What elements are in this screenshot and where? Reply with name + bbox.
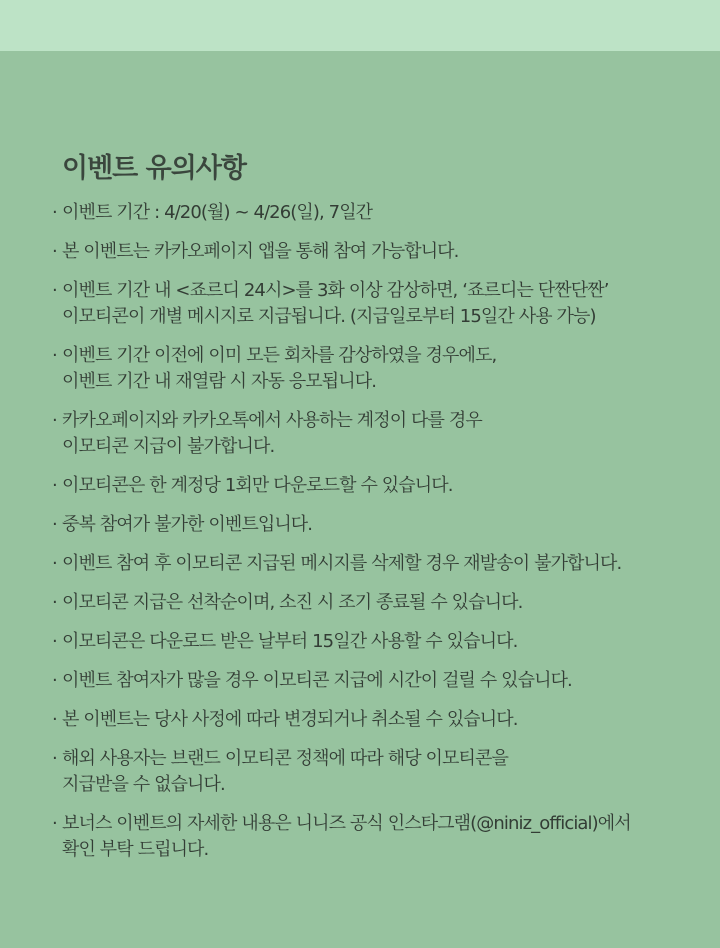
- notice-item-text: 확인 부탁 드립니다.: [62, 839, 209, 860]
- notice-item-text: 보너스 이벤트의 자세한 내용은 니니즈 공식 인스타그램(@niniz_official)에서: [62, 813, 631, 834]
- notice-item-text: 해외 사용자는 브랜드 이모티콘 정책에 따라 해당 이모티콘을: [62, 748, 508, 769]
- notice-item-text: 이벤트 기간 이전에 이미 모든 회차를 감상하였을 경우에도,: [62, 345, 497, 366]
- notice-item-text: 지급받을 수 없습니다.: [62, 774, 225, 795]
- bullet-dot: ·: [52, 202, 57, 223]
- bullet-dot: ·: [52, 475, 57, 496]
- notice-item: [52, 512, 692, 538]
- notice-item-text: 이모티콘은 다운로드 받은 날부터 15일간 사용할 수 있습니다.: [62, 631, 518, 652]
- notice-item-text: 이벤트 기간 : 4/20(월) ~ 4/26(일), 7일간: [62, 202, 373, 223]
- bullet-dot: ·: [52, 813, 57, 834]
- notice-title: 이벤트 유의사항: [62, 153, 246, 185]
- notice-item: [52, 551, 692, 577]
- notice-item-text: 카카오페이지와 카카오톡에서 사용하는 계정이 다를 경우: [62, 410, 482, 431]
- notice-item: [52, 590, 692, 616]
- notice-item-text: 중복 참여가 불가한 이벤트입니다.: [62, 514, 313, 535]
- bullet-dot: ·: [52, 553, 57, 574]
- notice-item: [52, 473, 692, 499]
- notice-item-text: 본 이벤트는 카카오페이지 앱을 통해 참여 가능합니다.: [62, 241, 459, 262]
- notice-item-text: 이모티콘 지급은 선착순이며, 소진 시 조기 종료될 수 있습니다.: [62, 592, 523, 613]
- bullet-dot: ·: [52, 514, 57, 535]
- top-band: [0, 0, 720, 51]
- notice-item: [52, 746, 692, 798]
- notice-item: [52, 629, 692, 655]
- notice-item: [52, 811, 692, 863]
- notice-item: [52, 343, 692, 395]
- notice-item-text: 이벤트 참여 후 이모티콘 지급된 메시지를 삭제할 경우 재발송이 불가합니다.: [62, 553, 622, 574]
- notice-item-text: 이벤트 기간 내 재열람 시 자동 응모됩니다.: [62, 371, 377, 392]
- bullet-dot: ·: [52, 241, 57, 262]
- notice-list: [52, 200, 692, 876]
- bullet-dot: ·: [52, 345, 57, 366]
- bullet-dot: ·: [52, 748, 57, 769]
- bullet-dot: ·: [52, 410, 57, 431]
- bullet-dot: ·: [52, 280, 57, 301]
- notice-item-text: 본 이벤트는 당사 사정에 따라 변경되거나 취소될 수 있습니다.: [62, 709, 518, 730]
- notice-item: [52, 278, 692, 330]
- notice-item: [52, 408, 692, 460]
- notice-item-text: 이모티콘이 개별 메시지로 지급됩니다. (지급일로부터 15일간 사용 가능): [62, 306, 596, 327]
- bullet-dot: ·: [52, 709, 57, 730]
- notice-item: [52, 239, 692, 265]
- bullet-dot: ·: [52, 670, 57, 691]
- notice-item-text: 이벤트 기간 내 <죠르디 24시>를 3화 이상 감상하면, ‘죠르디는 단짠단짠’: [62, 280, 609, 301]
- notice-item: [52, 707, 692, 733]
- notice-item: [52, 668, 692, 694]
- notice-item-text: 이벤트 참여자가 많을 경우 이모티콘 지급에 시간이 걸릴 수 있습니다.: [62, 670, 572, 691]
- bullet-dot: ·: [52, 631, 57, 652]
- notice-item: [52, 200, 692, 226]
- bullet-dot: ·: [52, 592, 57, 613]
- notice-item-text: 이모티콘 지급이 불가합니다.: [62, 436, 275, 457]
- notice-item-text: 이모티콘은 한 계정당 1회만 다운로드할 수 있습니다.: [62, 475, 453, 496]
